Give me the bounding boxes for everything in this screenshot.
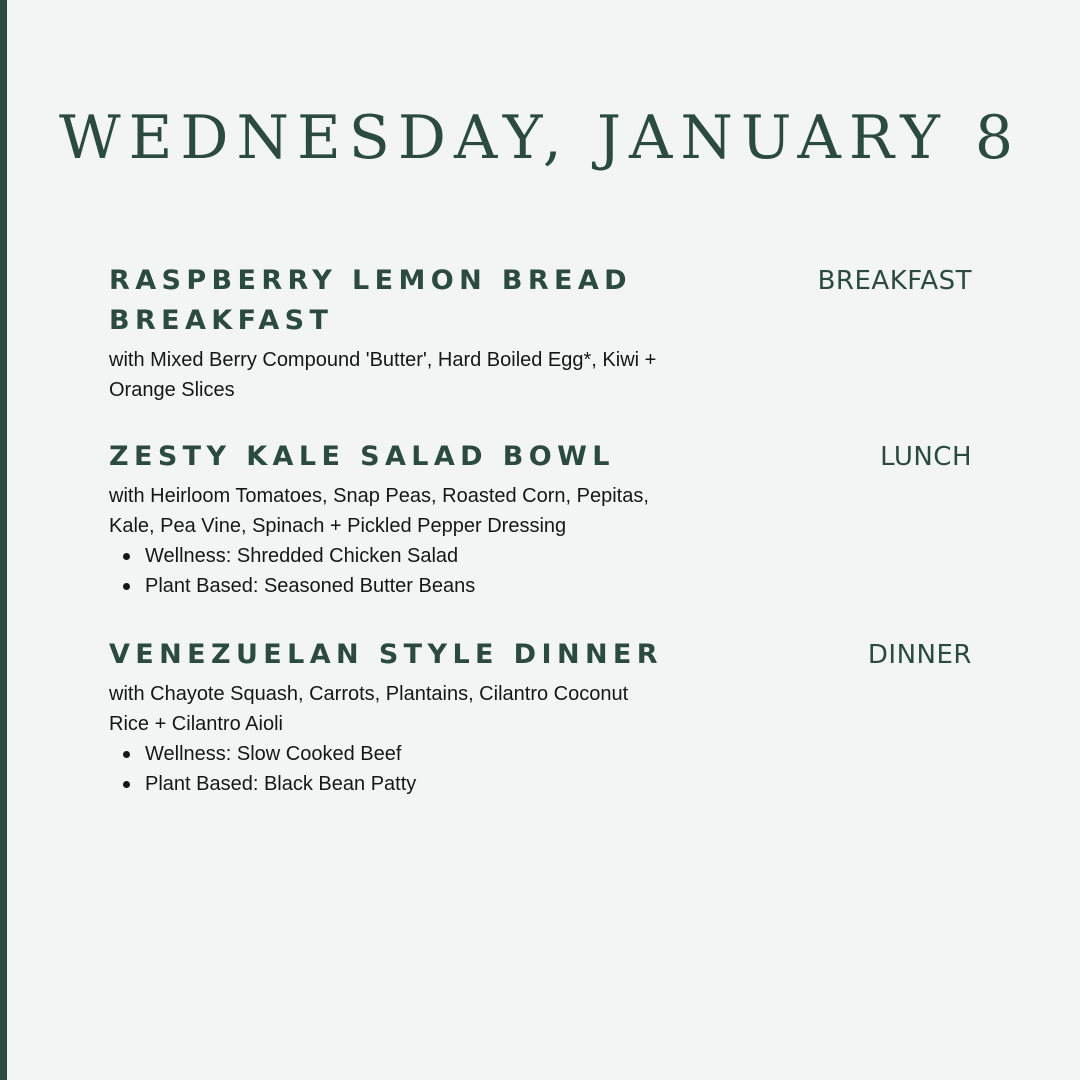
meal-options-list	[109, 739, 972, 799]
bullet-icon	[123, 583, 130, 590]
meal-breakfast	[109, 261, 972, 405]
option-text: Wellness: Slow Cooked Beef	[145, 743, 402, 765]
meal-options-list	[109, 541, 972, 601]
page-title: WEDNESDAY, JANUARY 8	[58, 103, 1022, 173]
meal-option-plant-based	[109, 769, 972, 799]
meal-type-label: DINNER	[867, 640, 972, 670]
meal-title: ZESTY KALE SALAD BOWL	[109, 441, 615, 472]
meal-option-wellness	[109, 541, 972, 571]
meal-option-plant-based	[109, 571, 972, 601]
meal-title: VENEZUELAN STYLE DINNER	[109, 639, 663, 670]
meal-type-label: BREAKFAST	[817, 266, 972, 296]
bullet-icon	[123, 751, 130, 758]
option-text: Wellness: Shredded Chicken Salad	[145, 545, 459, 567]
meal-lunch	[109, 437, 972, 601]
bullet-icon	[123, 781, 130, 788]
meal-type-label: LUNCH	[880, 442, 972, 472]
bullet-icon	[123, 553, 130, 560]
meal-title: RASPBERRY LEMON BREAD BREAKFAST	[109, 265, 632, 336]
meal-option-wellness	[109, 739, 972, 769]
meal-description: with Heirloom Tomatoes, Snap Peas, Roasted Corn, Pepitas, Kale, Pea Vine, Spinach + Pickled Pepper Dressing	[109, 485, 649, 537]
meal-description: with Mixed Berry Compound 'Butter', Hard Boiled Egg*, Kiwi + Orange Slices	[109, 349, 657, 401]
meal-dinner	[109, 635, 972, 799]
option-text: Plant Based: Seasoned Butter Beans	[145, 575, 476, 597]
meal-description: with Chayote Squash, Carrots, Plantains, Cilantro Coconut Rice + Cilantro Aioli	[109, 683, 629, 735]
option-text: Plant Based: Black Bean Patty	[145, 773, 417, 795]
